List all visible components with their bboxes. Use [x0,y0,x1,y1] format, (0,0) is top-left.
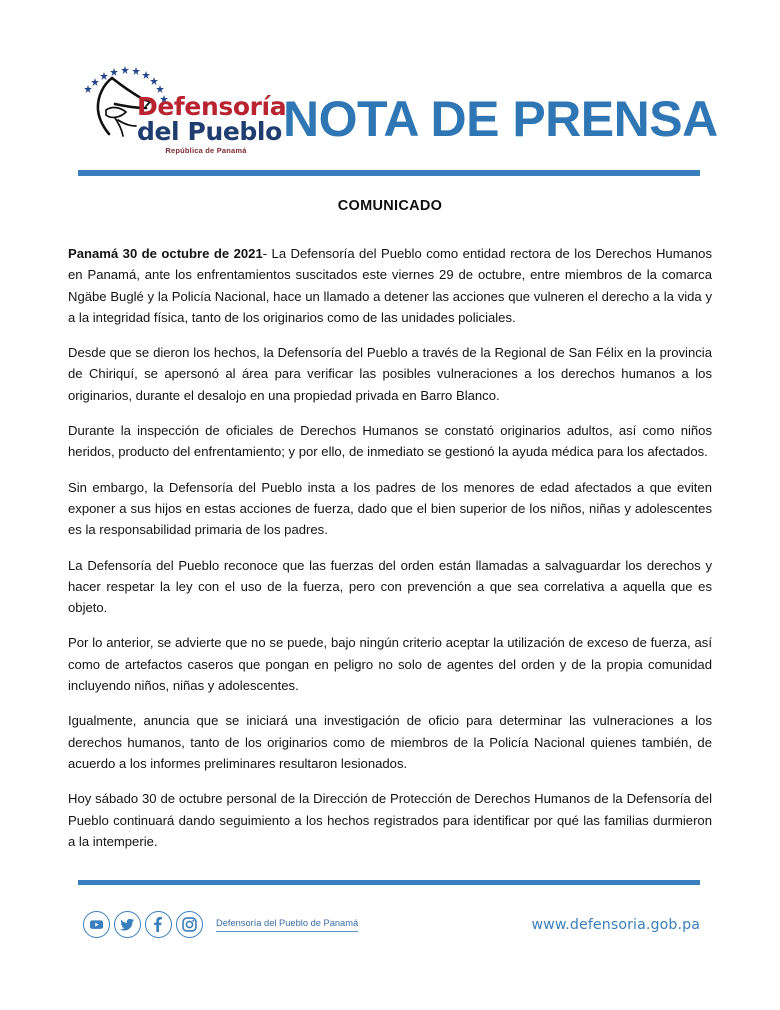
instagram-icon[interactable] [176,911,203,938]
twitter-icon[interactable] [114,911,141,938]
paragraph-4: Sin embargo, la Defensoría del Pueblo insta a los padres de los menores de edad afectados a que eviten exponer a sus hijos en estas acciones de fuerza, dado que el bien superior de los niños, niñas y adolescentes es la responsabilidad primaria de los padres. [68,479,712,538]
paragraph-5: La Defensoría del Pueblo reconoce que las fuerzas del orden están llamadas a salvaguardar los derechos y hacer respetar la ley con el uso de la fuerza, pero con prevención a que sea correlativa a aquella que es objeto. [68,557,712,616]
paragraph-2: Desde que se dieron los hechos, la Defensoría del Pueblo a través de la Regional de San Félix en la provincia de Chiriquí, se apersonó al área para verificar las posibles vulneraciones a los derechos humanos a los originarios, durante el desalojo en una propiedad privada en Barro Blanco. [68,345,712,403]
wordmark-republica-panama: República de Panamá [165,146,247,155]
facebook-icon[interactable] [145,911,172,938]
header-divider [78,170,700,176]
social-links [83,911,358,938]
social-handle-label[interactable]: Defensoría del Pueblo de Panamá [216,917,358,932]
dateline: Panamá 30 de octubre de 2021 [68,246,263,261]
communique-heading: COMUNICADO [337,198,443,214]
website-url[interactable]: www.defensoria.gob.pa [531,917,700,933]
paragraph-1 [68,243,712,328]
youtube-icon[interactable] [83,911,110,938]
organization-logo [82,58,287,163]
press-release-title: NOTA DE PRENSA [283,91,718,147]
footer-divider [78,880,700,885]
paragraph-7: Igualmente, anuncia que se iniciará una investigación de oficio para determinar las vulneraciones a los derechos humanos, tanto de los originarios como de miembros de la Policía Nacional quienes también, de acuerdo a los informes preliminares resultaron lesionados. [68,713,712,771]
paragraph-8: Hoy sábado 30 de octubre personal de la Dirección de Protección de Derechos Humanos de la Defensoría del Pueblo continuará dando seguimiento a los hechos registrados para identificar por qué las familias durmieron a la intemperie. [68,791,712,849]
paragraph-6: Por lo anterior, se advierte que no se puede, bajo ningún criterio aceptar la utilización de exceso de fuerza, así como de artefactos caseros que pongan en peligro no solo de agentes del orden y de la propia comunidad incluyendo niños, niñas y adolescentes. [68,635,712,694]
wordmark-defensoria: Defensoría [137,92,287,121]
document-body [68,243,712,852]
paragraph-1-text: - La Defensoría del Pueblo como entidad rectora de los Derechos Humanos en Panamá, ante los enfrentamientos suscitados este viernes 29 de octubre, entre miembros de la comarca Ngäbe Buglé y la Policía Nacional, hace un llamado a detener las acciones que vulneren el derecho a la vida y a la integridad física, tanto de los originarios como de las unidades policiales. [68,246,712,325]
paragraph-3: Durante la inspección de oficiales de Derechos Humanos se constató originarios adultos, así como niños heridos, producto del enfrentamiento; y por ello, de inmediato se gestionó la ayuda médica para los afectados. [68,423,712,460]
document-footer [0,905,780,960]
wordmark-del-pueblo: del Pueblo [137,117,282,146]
organization-wordmark [137,92,287,156]
document-header [0,0,780,172]
